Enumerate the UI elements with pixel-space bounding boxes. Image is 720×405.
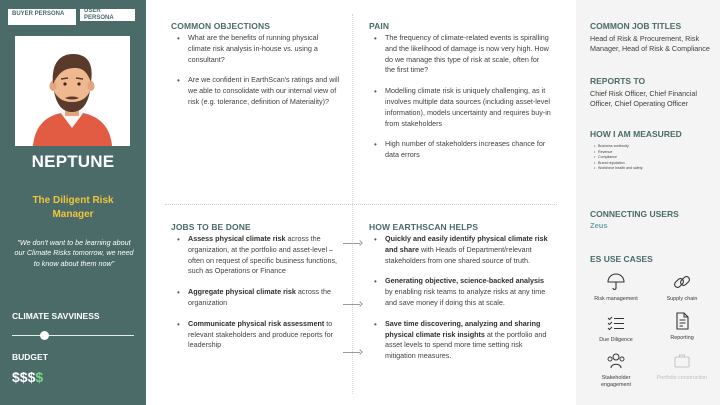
objections-list: [176, 33, 342, 118]
how-measured-title: HOW I AM MEASURED: [590, 129, 682, 139]
list-item: • Compliance: [594, 155, 643, 161]
list-item-text: by enabling risk teams to analyze risks at any time and save money if doing this at scale.: [385, 287, 546, 307]
list-item: [373, 234, 551, 266]
list-item: • Revenue: [594, 150, 643, 156]
list-item: • The frequency of climate-related events is spiralling and the likelihood of damage is now very high. How do we manage this type of risk at scale, often for the first time?: [373, 33, 551, 76]
use-case-portfolio-construction[interactable]: [653, 351, 711, 382]
use-case-supply-chain[interactable]: [653, 272, 711, 303]
use-case-label: Reporting: [670, 335, 694, 341]
budget-label: BUDGET: [12, 352, 48, 362]
job-titles-title: COMMON JOB TITLES: [590, 21, 682, 31]
list-item-emphasis: Save time discovering, analyzing and sharing physical climate risk insights: [385, 318, 541, 339]
jobs-title: JOBS TO BE DONE: [171, 222, 251, 232]
climate-savviness-track: [12, 335, 134, 336]
use-case-label: Due Diligence: [599, 337, 633, 343]
reports-to-text: Chief Risk Officer, Chief Financial Officer, Chief Operating Officer: [590, 89, 697, 109]
list-item: [176, 287, 342, 309]
persona-panel: [0, 0, 146, 405]
persona-avatar: [15, 36, 130, 146]
use-case-risk-management[interactable]: [587, 272, 645, 303]
jobs-list: [176, 234, 342, 361]
climate-savviness-label: CLIMATE SAVVINESS: [12, 311, 100, 321]
avatar-illustration: [15, 36, 130, 146]
list-item: • High number of stakeholders increases chance for data errors: [373, 139, 551, 161]
buyer-persona-tag[interactable]: BUYER PERSONA: [8, 9, 76, 25]
use-cases-title: ES USE CASES: [590, 254, 653, 264]
list-item-text: across the organization: [188, 287, 332, 307]
list-item-text: at the portfolio and asset levels to spend more time setting risk mitigation measures.: [385, 329, 547, 361]
reports-to-title: REPORTS TO: [590, 76, 646, 86]
list-item: [373, 319, 551, 362]
list-item-text: across the organization, at the portfolio and asset-level – often on request of specific business functions, such as Operations or Finance: [188, 234, 338, 276]
section-divider: [165, 204, 557, 205]
list-item: [373, 276, 551, 308]
helps-list: [373, 234, 551, 372]
pain-title: PAIN: [369, 21, 390, 31]
pain-list: [373, 33, 551, 171]
list-item: • Business continuity: [594, 144, 643, 150]
persona-name: NEPTUNE: [31, 152, 115, 171]
budget-rating: [12, 369, 43, 385]
list-item: • Workforce health and safety: [594, 166, 643, 172]
list-item: [176, 234, 342, 277]
arrow-right-icon: [343, 301, 363, 307]
connecting-user-link[interactable]: Zeus: [590, 221, 608, 230]
arrow-right-icon: [343, 240, 363, 246]
checklist-icon: [606, 313, 626, 333]
list-item-emphasis: Quickly and easily identify physical climate risk and share: [385, 234, 548, 254]
list-item-emphasis: Assess physical climate risk: [188, 234, 286, 243]
list-item-emphasis: Generating objective, science-backed analysis: [385, 276, 544, 286]
use-case-reporting[interactable]: [653, 311, 711, 342]
list-item: • What are the benefits of running physical climate risk analysis in-house vs. using a consultant?: [176, 33, 342, 65]
connecting-users-title: CONNECTING USERS: [590, 209, 679, 219]
portfolio-icon: [672, 351, 692, 371]
list-item-emphasis: Aggregate physical climate risk: [188, 287, 296, 297]
document-icon: [672, 311, 692, 331]
info-panel: [576, 0, 720, 405]
list-item: • Modelling climate risk is uniquely challenging, as it involves multiple data sources (including asset-level information), models uncertainty and requires buy-in from stakeholders: [373, 86, 551, 129]
umbrella-icon: [606, 272, 626, 292]
list-item: • Are we confident in EarthScan's ratings and will we able to consolidate with our internal view of risk (e.g. tolerance, definition of Materiality)?: [176, 75, 342, 107]
link-icon: [672, 272, 692, 292]
list-item-text: to relevant stakeholders and produce reports for leadership: [188, 318, 334, 350]
job-titles-text: Head of Risk & Procurement, Risk Manager, Head of Risk & Compliance: [590, 34, 710, 54]
helps-title: HOW EARTHSCAN HELPS: [369, 222, 479, 232]
list-item-emphasis: Communicate physical risk assessment: [188, 318, 325, 328]
budget-inactive: $: [35, 369, 44, 385]
arrow-right-icon: [343, 349, 363, 355]
use-case-stakeholder-engagement[interactable]: [587, 351, 645, 389]
how-measured-list: [594, 144, 643, 172]
objections-title: COMMON OBJECTIONS: [171, 21, 270, 31]
use-case-due-diligence[interactable]: [587, 313, 645, 344]
persona-quote: "We don't want to be learning about our Climate Risks tomorrow, we need to know about them now": [14, 238, 134, 268]
people-icon: [606, 351, 626, 371]
user-persona-tag[interactable]: USER PERSONA: [80, 9, 135, 21]
list-item-text: with Heads of Department/relevant stakeholders from one shared source of truth.: [385, 244, 532, 265]
use-case-label: Risk management: [594, 296, 638, 302]
persona-role: The Diligent Risk Manager: [32, 195, 114, 220]
climate-savviness-knob[interactable]: [40, 331, 49, 340]
use-case-label: Stakeholder engagement: [601, 375, 631, 389]
use-case-label: Portfolio construction: [656, 375, 708, 381]
use-case-label: Supply chain: [666, 296, 698, 302]
list-item: • Brand reputation: [594, 161, 643, 167]
persona-tags: [8, 9, 135, 25]
budget-active: $$$: [12, 369, 36, 385]
list-item: [176, 319, 342, 351]
